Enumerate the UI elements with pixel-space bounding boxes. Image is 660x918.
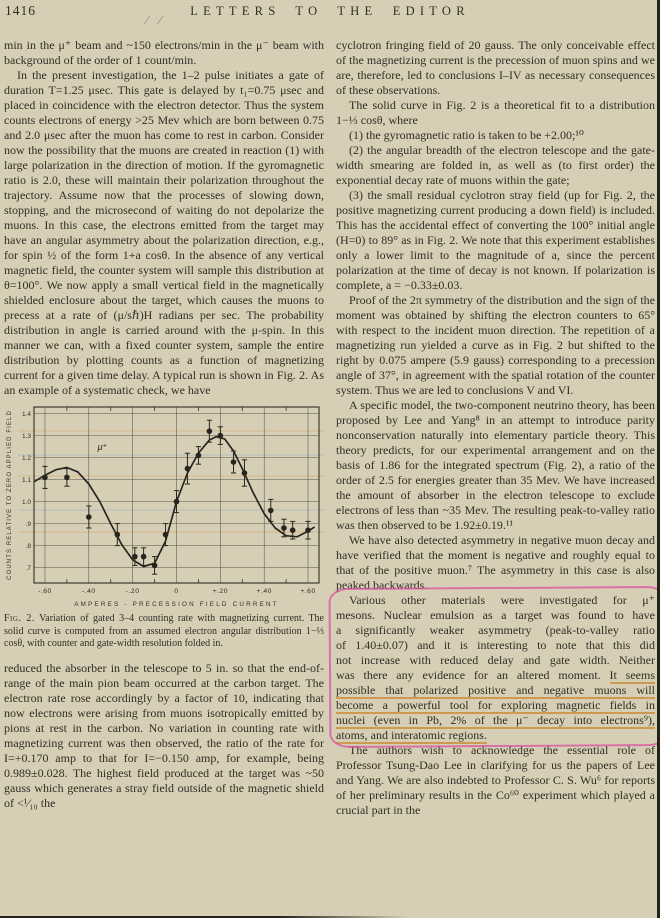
highlight-text: Various other materials were investigated for μ⁺ xyxy=(349,593,655,607)
svg-text:-.40: -.40 xyxy=(81,588,96,595)
svg-text:AMPERES - PRECESSION FIELD CUR: AMPERES - PRECESSION FIELD CURRENT xyxy=(74,601,279,608)
highlight-line xyxy=(336,623,655,638)
paragraph-absorber-check: reduced the absorber in the telescope to 5 in. so that the end-of-range of the main pion beam occurred at the carbon target. The electron rate rose accordingly by a factor of 10, indicating that now electrons were arising from muons isotropically emitted by pions at rest in the carbon. No variation in counting rate with magnetizing current was then observed, the ratio of the rate for I=+0.170 amp to that for I=−0.150 amp, for example, being 0.989±0.028. The highest field produced at the target was ~50 gauss which generates a stray field outside of the magnetic shield of <¹⁄₁₀ the xyxy=(4,660,324,810)
list-item-stray-field: (3) the small residual cyclotron stray field (up for Fig. 2, the positive magnetizing current producing a down field) is included. This has the accidental effect of converting the 100° initial angle (H=0) to 89° as in Fig. 2. We note that this experiment establishes only a lower limit to the magnitude of a, since the percent polarization at the time of decay is not known. If polarization is complete, a = −0.33±0.03. xyxy=(336,188,655,292)
highlight-text: a significantly weaker asymmetry (peak-to-valley ratio xyxy=(336,623,655,637)
svg-text:1.2: 1.2 xyxy=(21,454,31,462)
svg-text:.7: .7 xyxy=(25,564,31,572)
svg-text:μ⁺: μ⁺ xyxy=(97,441,108,452)
underline-mark: nuclei (even in Pb, 2% of the μ⁻ decay into electrons⁹), xyxy=(336,713,655,727)
paragraph-acknowledgment: The authors wish to acknowledge the essential role of Professor Tsung-Dao Lee in clarifying for us the papers of Lee and Yang. We are also indebted to Professor C. S. Wu⁶ for reports of her preliminary results in the Co⁶⁰ experiment which played a crucial part in the xyxy=(336,743,655,817)
underline-mark: become a powerful tool for exploring magnetic fields in xyxy=(336,698,655,712)
svg-text:-.20: -.20 xyxy=(125,588,140,595)
underline-mark: possible that polarized positive and negative muons will xyxy=(336,683,655,697)
paragraph-present-investigation: In the present investigation, the 1–2 pulse initiates a gate of duration T=1.25 μsec. This gate is delayed by t₁=0.75 μsec and placed in coincidence with the electron detector. Thus the system counts electrons of energy >25 Mev which are born between 0.75 and 2.0 μsec after the muon has come to rest in carbon. Consider now the possibility that the muons are created in reaction (1) with large polarization in the direction of motion. If the gyromagnetic ratio is 2.0, these will maintain their polarization throughout the trajectory. Assume now that the processes of slowing down, stopping, and the microsecond of waiting do not depolarize the muons. In this case, the electrons emitted from the target may have an angular asymmetry about the polarization direction, e.g., for spin ½ of the form 1+a cosθ. In the absence of any vertical magnetic field, the counter system will sample this distribution at θ=100°. We now apply a small vertical field in the magnetically shielded enclosure about the target, which causes the muons to precess at a rate of (μ/sℏ)H radians per sec. The probability distribution in angle is carried around with the μ-spin. In this manner we can, with a fixed counter system, sample the entire distribution by plotting counts as a function of magnetizing current for a given time delay. A typical run is shown in Fig. 2. As an example of a systematic check, we have xyxy=(4,68,324,397)
paragraph-two-component-neutrino: A specific model, the two-component neutrino theory, has been proposed by Lee and Yang⁸ in an attempt to introduce parity nonconservation naturally into elementary particle theory. This theory predicts, for our experimental arrangement and on the basis of 1.86 for the integrated spectrum (Fig. 2), a ratio of the order of 2.5 for energies greater than 35 Mev. We have increased the amount of absorber in the electron telescope to exclude electrons of less than ~35 Mev. The resulting peak-to-valley ratio was then observed to be 1.92±0.19.¹¹ xyxy=(336,398,655,532)
svg-text:COUNTS RELATIVE TO ZERO APPLIE: COUNTS RELATIVE TO ZERO APPLIED FIELD xyxy=(7,410,13,580)
paragraph-beam-rates: min in the μ⁺ beam and ~150 electrons/min in the μ⁻ beam with background of the order of 1 count/min. xyxy=(4,38,324,67)
svg-text:.8: .8 xyxy=(25,542,31,550)
highlight-wrap xyxy=(336,593,655,743)
list-item-angular-breadth: (2) the angular breadth of the electron telescope and the gate-width smearing are folded in, as well as (to first order) the exponential decay rate of muons within the gate; xyxy=(336,143,655,187)
right-column xyxy=(336,38,655,818)
highlight-line xyxy=(336,668,655,683)
highlight-line xyxy=(336,698,655,713)
underline-mark: It seems xyxy=(609,668,655,682)
highlight-text: of 1.40±0.07) and it is interesting to note that this did xyxy=(336,638,655,652)
svg-text:-.60: -.60 xyxy=(38,588,52,595)
svg-text:0: 0 xyxy=(174,588,179,595)
highlight-line xyxy=(336,593,655,608)
page-number: 1416 xyxy=(5,3,36,18)
paragraph-negative-muon: We have also detected asymmetry in negative muon decay and have verified that the moment is negative and roughly equal to that of the positive muon.⁷ The asymmetry in this case is also peaked backwards. xyxy=(336,533,655,592)
figure-caption xyxy=(4,613,324,651)
highlight-line xyxy=(336,638,655,653)
caption-text: Variation of gated 3–4 counting rate with magnetizing current. The solid curve is computed from an assumed electron angular distribution 1−⅓ cosθ, with counter and gate-width resolution folded in. xyxy=(4,613,324,649)
svg-text:1.0: 1.0 xyxy=(21,498,31,506)
svg-text:+.20: +.20 xyxy=(212,588,229,595)
highlight-text: mesons. Nuclear emulsion as a target was found to have xyxy=(336,608,655,622)
page-header: LETTERS TO THE EDITOR xyxy=(190,4,470,18)
left-column xyxy=(4,38,324,811)
svg-text:+.60: +.60 xyxy=(300,588,316,595)
highlight-text: not increase with reduced delay and gate width. Neither xyxy=(336,653,655,667)
underline-mark: atoms, and interatomic regions. xyxy=(336,728,487,742)
svg-text:1.4: 1.4 xyxy=(21,410,31,418)
figure-chart xyxy=(4,402,324,610)
pencil-mark: ∕ ∕ xyxy=(146,12,166,27)
highlight-line xyxy=(336,653,655,668)
highlight-line xyxy=(336,713,655,728)
highlight-line xyxy=(336,608,655,623)
highlight-text: was there any evidence for an altered moment. xyxy=(336,668,610,682)
highlight-line xyxy=(336,683,655,698)
figure xyxy=(4,402,324,651)
paragraph-fringing-field: cyclotron fringing field of 20 gauss. The only conceivable effect of the magnetizing current is the precession of muon spins and we are, therefore, led to conclusions I–IV as necessary consequences of these observations. xyxy=(336,38,655,97)
svg-text:.9: .9 xyxy=(25,520,31,528)
list-item-gyromagnetic: (1) the gyromagnetic ratio is taken to be +2.00;¹⁰ xyxy=(349,128,584,142)
svg-text:1.1: 1.1 xyxy=(21,476,31,484)
highlight-line xyxy=(336,728,655,743)
paragraph-solid-curve-intro: The solid curve in Fig. 2 is a theoretical fit to a distribution 1−⅓ cosθ, where xyxy=(336,98,655,127)
svg-text:+.40: +.40 xyxy=(256,588,272,595)
caption-label: Fig. 2. xyxy=(4,613,35,624)
svg-text:1.3: 1.3 xyxy=(21,432,31,440)
paragraph-2pi-symmetry: Proof of the 2π symmetry of the distribution and the sign of the moment was obtained by shifting the electron counters to 65° with respect to the incident muon direction. The repetition of a magnetizing run yielded a curve as in Fig. 2 but shifted to the right by 0.075 ampere (5.9 gauss) corresponding to a precession angle of 37°, in agreement with the spatial rotation of the counter system. Thus we are led to conclusions V and VI. xyxy=(336,293,655,397)
